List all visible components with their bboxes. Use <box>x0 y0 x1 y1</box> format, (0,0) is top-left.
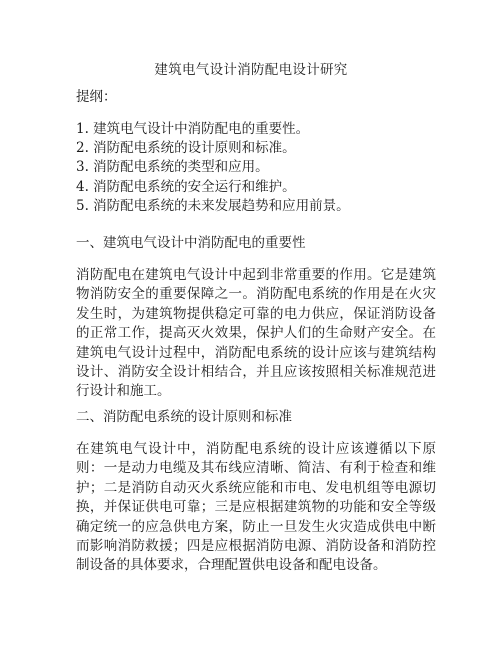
outline-item: 4. 消防配电系统的安全运行和维护。 <box>76 178 296 195</box>
document-title: 建筑电气设计消防配电设计研究 <box>154 62 348 78</box>
outline-item: 2. 消防配电系统的设计原则和标准。 <box>76 140 296 157</box>
section-paragraph: 在建筑电气设计中，消防配电系统的设计应该遵循以下原则：一是动力电缆及其布线应清晰、简洁、有利于检查和维护；二是消防自动灭火系统应能和市电、发电机组等电源切换，并保证供电可靠；三是应根据建筑物的功能和安全等级确定统一的应急供电方案，防止一旦发生火灾造成供电中断而影响消防救援；四是应根据消防电源、消防设备和消防控制设备的具体要求，合理配置供电设备和配电设备。 <box>76 441 436 574</box>
outline-list <box>76 120 436 216</box>
outline-label: 提纲： <box>76 89 117 105</box>
section-heading: 二、消防配电系统的设计原则和标准 <box>76 409 292 425</box>
outline-item: 1. 建筑电气设计中消防配电的重要性。 <box>76 121 310 137</box>
section-heading: 一、建筑电气设计中消防配电的重要性 <box>76 235 306 251</box>
outline-item: 5. 消防配电系统的未来发展趋势和应用前景。 <box>76 197 350 214</box>
section-paragraph: 消防配电在建筑电气设计中起到非常重要的作用。它是建筑物消防安全的重要保障之一。消防配电系统的作用是在火灾发生时，为建筑物提供稳定可靠的电力供应，保证消防设备的正常工作，提高灭火效果，保护人们的生命财产安全。在建筑电气设计过程中，消防配电系统的设计应该与建筑结构设计、消防安全设计相结合，并且应该按照相关标准规范进行设计和施工。 <box>76 267 436 400</box>
outline-item: 3. 消防配电系统的类型和应用。 <box>76 159 269 176</box>
